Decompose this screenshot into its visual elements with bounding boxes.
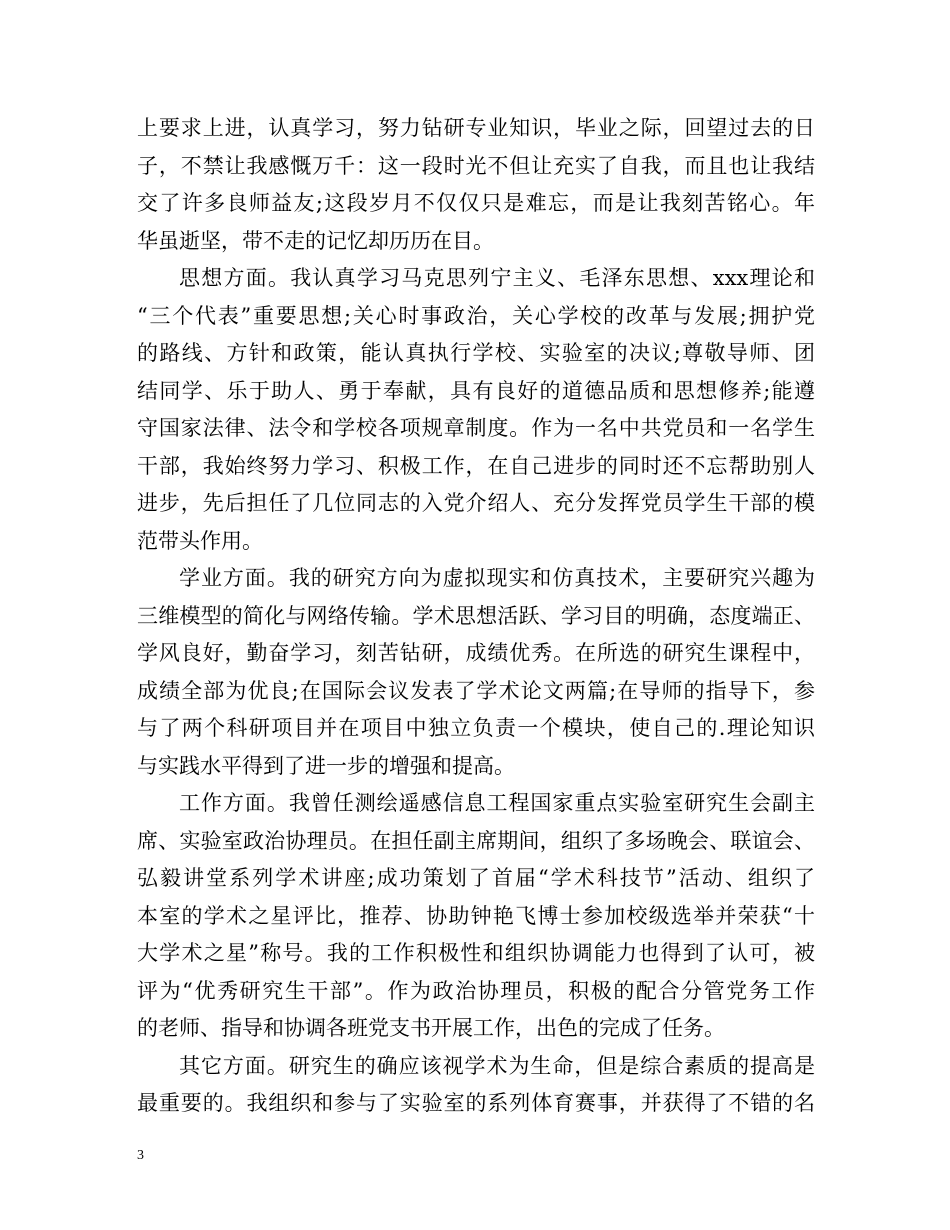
text-line: 结同学、乐于助人、勇于奉献，具有良好的道德品质和思想修养;能遵 <box>137 378 815 403</box>
paragraph-ideology <box>137 260 815 560</box>
text-line: “三个代表”重要思想;关心时事政治，关心学校的改革与发展;拥护党 <box>137 303 815 328</box>
text-line: 大学术之星”称号。我的工作积极性和组织协调能力也得到了认可，被 <box>137 941 815 965</box>
paragraph-intro <box>137 110 815 260</box>
text-line: 其它方面。研究生的确应该视学术为生命，但是综合素质的提高是 <box>179 1053 815 1078</box>
text-line: 弘毅讲堂系列学术讲座;成功策划了首届“学术科技节”活动、组织了 <box>137 866 815 890</box>
text-line: 范带头作用。 <box>137 528 263 553</box>
text-line: 进步，先后担任了几位同志的入党介绍人、充分发挥党员学生干部的模 <box>137 491 815 515</box>
text-line: 本室的学术之星评比，推荐、协助钟艳飞博士参加校级选举并荣获“十 <box>137 903 815 928</box>
text-line: 与实践水平得到了进一步的增强和提高。 <box>137 753 515 778</box>
text-line: 最重要的。我组织和参与了实验室的系列体育赛事，并获得了不错的名 <box>137 1091 815 1115</box>
paragraph-other <box>137 1048 815 1123</box>
text-line: 华虽逝坚，带不走的记忆却历历在目。 <box>137 228 494 253</box>
paragraph-academics <box>137 560 815 785</box>
text-line: 评为“优秀研究生干部”。作为政治协理员，积极的配合分管党务工作 <box>137 978 815 1003</box>
text-line: 的路线、方针和政策，能认真执行学校、实验室的决议;尊敬导师、团 <box>137 341 815 365</box>
text-line: 交了许多良师益友;这段岁月不仅仅只是难忘，而是让我刻苦铭心。年 <box>137 191 815 215</box>
text-line: 三维模型的简化与网络传输。学术思想活跃、学习目的明确，态度端正、 <box>137 603 815 628</box>
text-line: 学风良好，勤奋学习，刻苦钻研，成绩优秀。在所选的研究生课程中， <box>137 641 815 665</box>
text-line: 工作方面。我曾任测绘遥感信息工程国家重点实验室研究生会副主 <box>179 791 815 815</box>
paragraph-work <box>137 785 815 1048</box>
text-line: 守国家法律、法令和学校各项规章制度。作为一名中共党员和一名学生 <box>137 416 815 440</box>
text-line: 与了两个科研项目并在项目中独立负责一个模块，使自己的.理论知识 <box>137 716 815 740</box>
text-line: 思想方面。我认真学习马克思列宁主义、毛泽东思想、xxx理论和 <box>179 266 815 290</box>
text-line: 的老师、指导和协调各班党支书开展工作，出色的完成了任务。 <box>137 1016 725 1040</box>
text-line: 子，不禁让我感慨万千：这一段时光不但让充实了自我，而且也让我结 <box>137 153 815 178</box>
text-line: 干部，我始终努力学习、积极工作，在自己进步的同时还不忘帮助别人 <box>137 453 815 478</box>
page-number: 3 <box>137 1148 144 1163</box>
text-line: 席、实验室政治协理员。在担任副主席期间，组织了多场晚会、联谊会、 <box>137 828 815 853</box>
text-line: 成绩全部为优良;在国际会议发表了学术论文两篇;在导师的指导下，参 <box>137 678 815 703</box>
text-line: 学业方面。我的研究方向为虚拟现实和仿真技术，主要研究兴趣为 <box>179 566 815 590</box>
document-body <box>137 110 815 1123</box>
text-line: 上要求上进，认真学习，努力钻研专业知识，毕业之际，回望过去的日 <box>137 116 815 140</box>
